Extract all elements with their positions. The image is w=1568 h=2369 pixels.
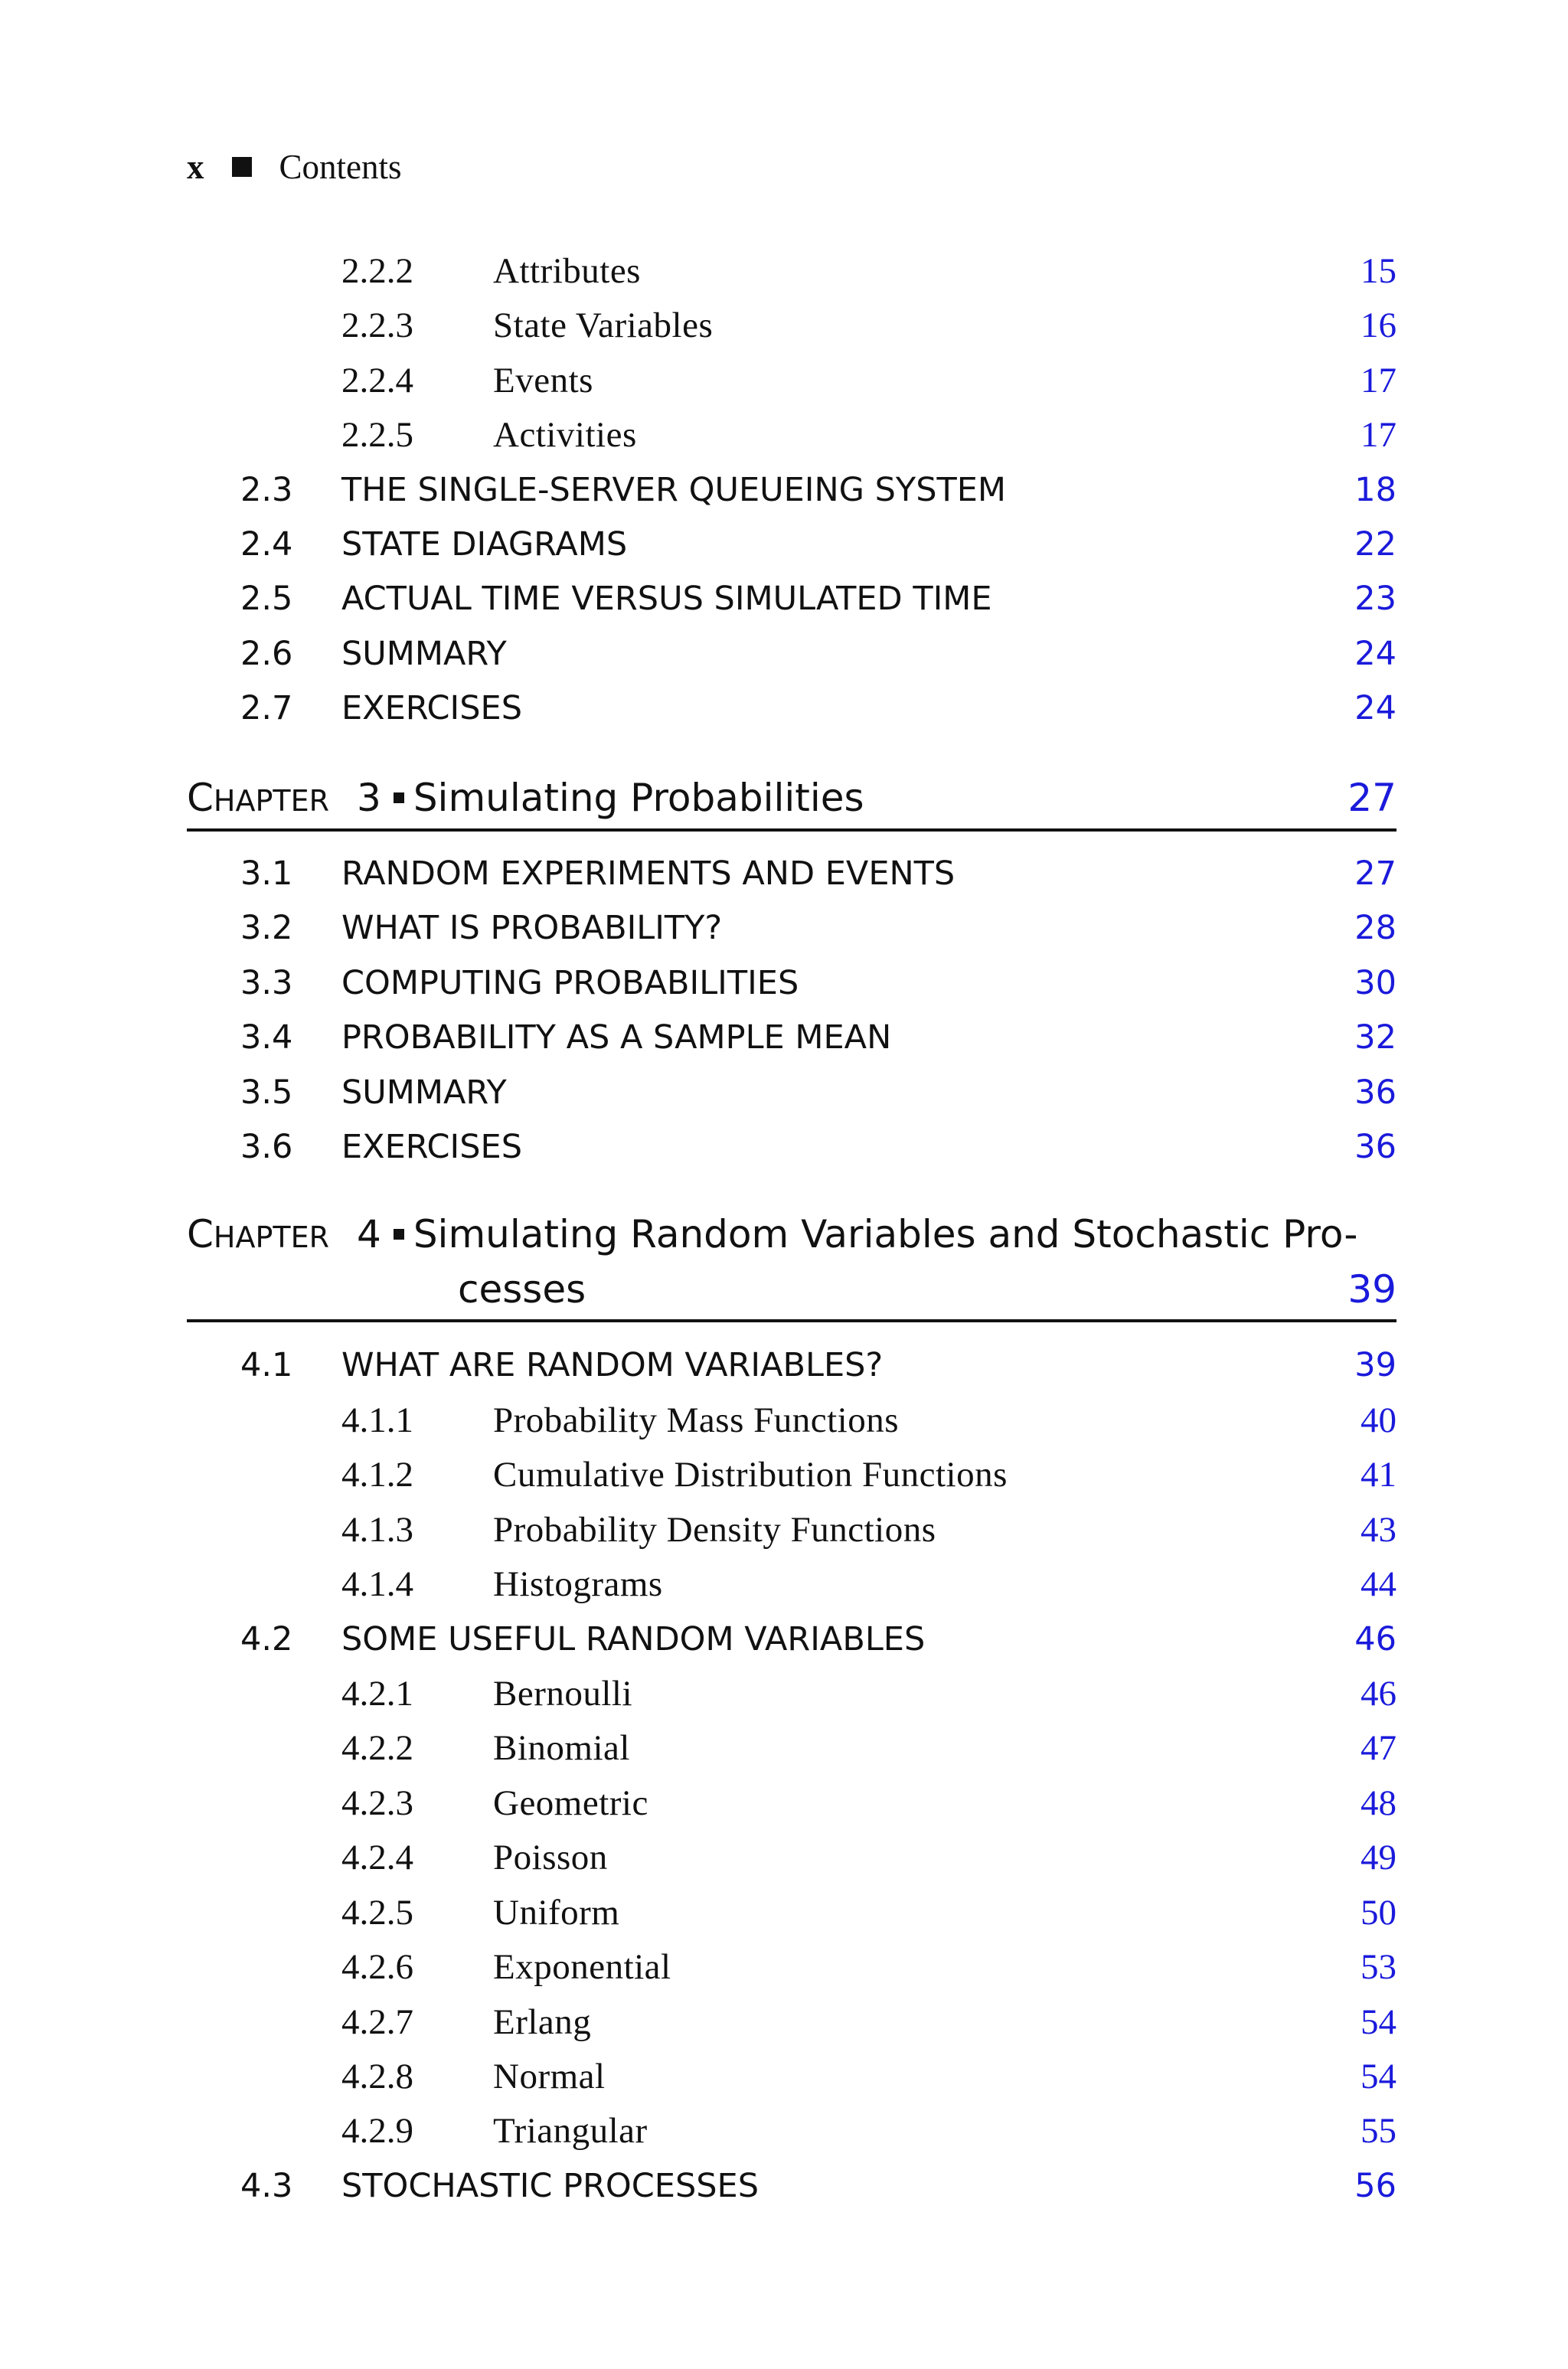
square-bullet-icon <box>232 157 252 177</box>
entry-number: 4.2.2 <box>341 1728 413 1768</box>
chapter-label: CHAPTER <box>187 776 330 820</box>
toc-entry[interactable] <box>0 463 1568 517</box>
running-head-label: Contents <box>279 148 402 186</box>
entry-title: THE SINGLE-SERVER QUEUEING SYSTEM <box>341 471 1007 509</box>
toc-entry[interactable] <box>0 847 1568 900</box>
entry-number: 4.1.2 <box>341 1455 413 1495</box>
entry-title: Histograms <box>493 1564 663 1604</box>
entry-number: 4.2.9 <box>341 2111 413 2151</box>
toc-entry[interactable] <box>0 244 1568 298</box>
toc-entry[interactable] <box>0 572 1568 626</box>
chapter-title-continued: cesses <box>458 1267 586 1312</box>
entry-page-link[interactable]: 30 <box>1354 964 1396 1002</box>
chapter-page-link[interactable]: 27 <box>1348 776 1396 820</box>
entry-page-link[interactable]: 39 <box>1354 1346 1396 1384</box>
toc-entry[interactable] <box>0 299 1568 352</box>
toc-entry[interactable] <box>0 1503 1568 1557</box>
toc-entry[interactable] <box>0 1557 1568 1611</box>
entry-title: Poisson <box>493 1838 608 1877</box>
entry-number: 4.2.6 <box>341 1947 413 1987</box>
entry-page-link[interactable]: 40 <box>1361 1400 1396 1440</box>
toc-entry[interactable] <box>0 408 1568 462</box>
entry-page-link[interactable]: 28 <box>1354 909 1396 947</box>
chapter-title-line <box>357 1212 1357 1256</box>
entry-title: Cumulative Distribution Functions <box>493 1455 1008 1495</box>
entry-title: Normal <box>493 2057 606 2096</box>
toc-entry[interactable] <box>0 2050 1568 2103</box>
entry-page-link[interactable]: 43 <box>1361 1510 1396 1550</box>
chapter-title-line <box>357 776 864 820</box>
entry-number: 2.7 <box>240 689 293 727</box>
entry-page-link[interactable]: 18 <box>1354 471 1396 509</box>
entry-number: 4.2.4 <box>341 1838 413 1877</box>
entry-number: 3.1 <box>240 854 293 893</box>
entry-number: 4.2.5 <box>341 1893 413 1933</box>
entry-page-link[interactable]: 56 <box>1354 2167 1396 2205</box>
chapter-heading[interactable] <box>187 770 1396 838</box>
entry-page-link[interactable]: 15 <box>1361 251 1396 291</box>
chapter-number: 4 <box>357 1212 381 1256</box>
entry-title: RANDOM EXPERIMENTS AND EVENTS <box>341 854 956 893</box>
entry-number: 4.1.1 <box>341 1400 413 1440</box>
chapter-title: Simulating Probabilities <box>413 776 864 820</box>
entry-title: Erlang <box>493 2002 592 2042</box>
entry-title: Triangular <box>493 2111 648 2151</box>
entry-title: STATE DIAGRAMS <box>341 525 628 564</box>
entry-number: 2.6 <box>240 635 293 673</box>
entry-title: Probability Density Functions <box>493 1510 936 1550</box>
entry-number: 4.2.7 <box>341 2002 413 2042</box>
entry-title: STOCHASTIC PROCESSES <box>341 2167 760 2205</box>
entry-page-link[interactable]: 36 <box>1354 1128 1396 1166</box>
toc-entry[interactable] <box>0 681 1568 735</box>
entry-title: ACTUAL TIME VERSUS SIMULATED TIME <box>341 580 992 618</box>
entry-page-link[interactable]: 24 <box>1354 689 1396 727</box>
entry-number: 4.3 <box>240 2167 293 2205</box>
chapter-rule <box>187 828 1396 832</box>
entry-title: Events <box>493 361 593 400</box>
toc-entry[interactable] <box>0 627 1568 681</box>
entry-page-link[interactable]: 46 <box>1361 1674 1396 1714</box>
entry-title: Bernoulli <box>493 1674 633 1714</box>
entry-title: COMPUTING PROBABILITIES <box>341 964 799 1002</box>
entry-title: SUMMARY <box>341 1073 507 1112</box>
entry-number: 2.2.4 <box>341 361 413 400</box>
entry-title: Attributes <box>493 251 641 291</box>
entry-title: Exponential <box>493 1947 671 1987</box>
entry-page-link[interactable]: 50 <box>1361 1893 1396 1933</box>
entry-page-link[interactable]: 55 <box>1361 2111 1396 2151</box>
toc-entry[interactable] <box>0 1667 1568 1720</box>
entry-title: Uniform <box>493 1893 620 1933</box>
entry-number: 3.5 <box>240 1073 293 1112</box>
entry-number: 2.2.3 <box>341 306 413 345</box>
entry-page-link[interactable]: 47 <box>1361 1728 1396 1768</box>
entry-page-link[interactable]: 36 <box>1354 1073 1396 1112</box>
entry-title: SUMMARY <box>341 635 507 673</box>
entry-page-link[interactable]: 32 <box>1354 1018 1396 1057</box>
page-numeral: x <box>187 148 204 186</box>
entry-number: 2.5 <box>240 580 293 618</box>
toc-entry[interactable] <box>0 956 1568 1010</box>
square-bullet-icon <box>394 792 404 803</box>
entry-page-link[interactable]: 17 <box>1361 361 1396 400</box>
entry-number: 4.2.8 <box>341 2057 413 2096</box>
entry-title: Binomial <box>493 1728 630 1768</box>
toc-entry[interactable] <box>0 1338 1568 1392</box>
toc-entry[interactable] <box>0 1995 1568 2049</box>
entry-number: 4.1.4 <box>341 1564 413 1604</box>
toc-entry[interactable] <box>0 1066 1568 1119</box>
entry-title: WHAT IS PROBABILITY? <box>341 909 723 947</box>
entry-number: 2.3 <box>240 471 293 509</box>
chapter-page-link[interactable]: 39 <box>1348 1267 1396 1312</box>
entry-number: 3.3 <box>240 964 293 1002</box>
entry-number: 4.2 <box>240 1620 293 1658</box>
entry-page-link[interactable]: 27 <box>1354 854 1396 893</box>
entry-page-link[interactable]: 53 <box>1361 1947 1396 1987</box>
chapter-heading[interactable] <box>187 1206 1396 1328</box>
entry-page-link[interactable]: 23 <box>1354 580 1396 618</box>
toc-entry[interactable] <box>0 2159 1568 2213</box>
toc-entry[interactable] <box>0 901 1568 955</box>
entry-number: 4.1 <box>240 1346 293 1384</box>
entry-number: 3.2 <box>240 909 293 947</box>
chapter-label: CHAPTER <box>187 1212 330 1256</box>
toc-entry[interactable] <box>0 354 1568 407</box>
entry-title: Probability Mass Functions <box>493 1400 900 1440</box>
entry-page-link[interactable]: 48 <box>1361 1783 1396 1823</box>
toc-entry[interactable] <box>0 1448 1568 1501</box>
toc-entry[interactable] <box>0 518 1568 571</box>
entry-title: WHAT ARE RANDOM VARIABLES? <box>341 1346 884 1384</box>
chapter-title: Simulating Random Variables and Stochastic Pro- <box>413 1212 1358 1256</box>
toc-entry[interactable] <box>0 1886 1568 1939</box>
entry-page-link[interactable]: 41 <box>1361 1455 1396 1495</box>
running-head <box>187 144 402 190</box>
toc-entry[interactable] <box>0 1120 1568 1174</box>
entry-title: EXERCISES <box>341 1128 522 1166</box>
square-bullet-icon <box>394 1229 404 1240</box>
entry-number: 2.4 <box>240 525 293 564</box>
toc-entry[interactable] <box>0 1011 1568 1064</box>
toc-entry[interactable] <box>0 2104 1568 2158</box>
entry-title: EXERCISES <box>341 689 522 727</box>
toc-entry[interactable] <box>0 1940 1568 1994</box>
toc-entry[interactable] <box>0 1613 1568 1666</box>
entry-number: 2.2.5 <box>341 415 413 455</box>
entry-page-link[interactable]: 44 <box>1361 1564 1396 1604</box>
entry-title: State Variables <box>493 306 714 345</box>
entry-page-link[interactable]: 17 <box>1361 415 1396 455</box>
entry-title: Activities <box>493 415 637 455</box>
entry-page-link[interactable]: 22 <box>1354 525 1396 564</box>
toc-entry[interactable] <box>0 1831 1568 1884</box>
entry-number: 4.2.1 <box>341 1674 413 1714</box>
entry-page-link[interactable]: 54 <box>1361 2057 1396 2096</box>
chapter-rule <box>187 1319 1396 1322</box>
entry-title: PROBABILITY AS A SAMPLE MEAN <box>341 1018 892 1057</box>
toc-entry[interactable] <box>0 1776 1568 1830</box>
entry-number: 2.2.2 <box>341 251 413 291</box>
entry-page-link[interactable]: 54 <box>1361 2002 1396 2042</box>
entry-number: 3.4 <box>240 1018 293 1057</box>
entry-title: Geometric <box>493 1783 648 1823</box>
entry-title: SOME USEFUL RANDOM VARIABLES <box>341 1620 926 1658</box>
entry-number: 3.6 <box>240 1128 293 1166</box>
chapter-number: 3 <box>357 776 381 820</box>
toc-entry[interactable] <box>0 1721 1568 1775</box>
entry-number: 4.1.3 <box>341 1510 413 1550</box>
entry-page-link[interactable]: 16 <box>1361 306 1396 345</box>
entry-number: 4.2.3 <box>341 1783 413 1823</box>
entry-page-link[interactable]: 46 <box>1354 1620 1396 1658</box>
toc-entry[interactable] <box>0 1394 1568 1447</box>
entry-page-link[interactable]: 49 <box>1361 1838 1396 1877</box>
entry-page-link[interactable]: 24 <box>1354 635 1396 673</box>
